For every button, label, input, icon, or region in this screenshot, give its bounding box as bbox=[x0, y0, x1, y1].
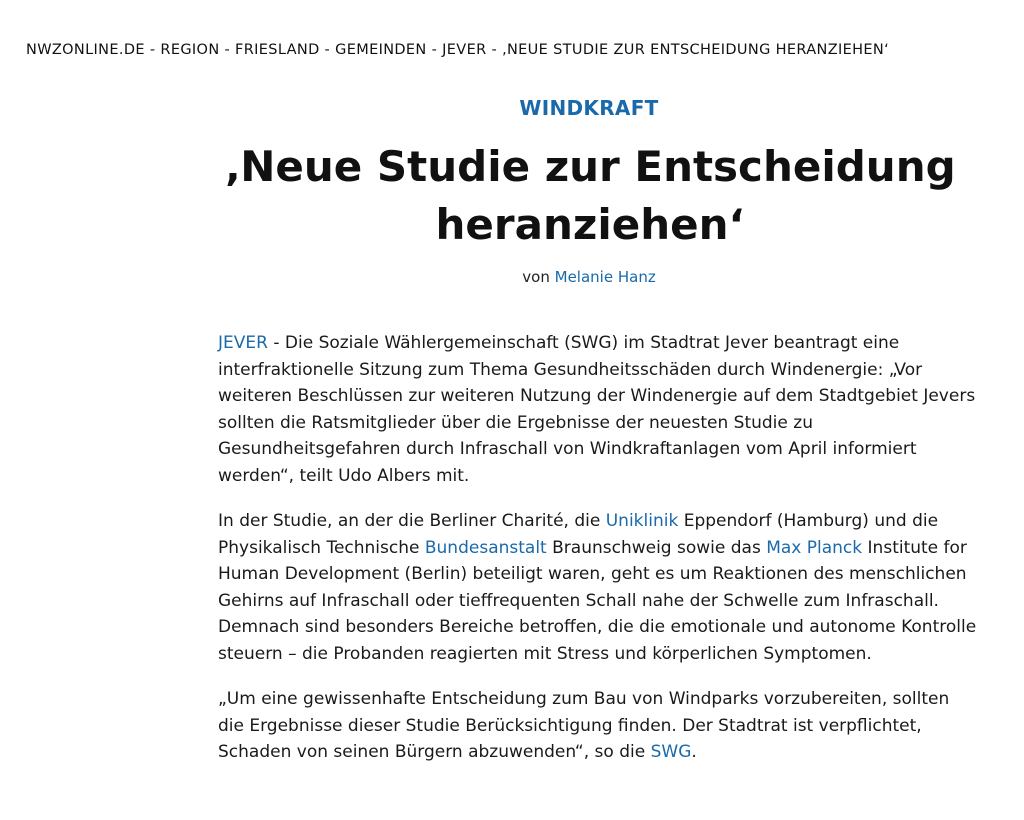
paragraph-text: Institute for Human Development (Berlin) beteiligt waren, geht es um Reaktionen des menschlichen Gehirns auf Infraschall oder tieffrequenten Schall nahe der Schwelle zum Infraschall. Demnach sind besonders Bereiche betroffen, die die emotionale und autonome Kontrolle steuern – die Probanden reagierten mit Stress und körperlichen Symptomen. bbox=[218, 537, 977, 664]
breadcrumb-separator: - bbox=[486, 42, 503, 58]
paragraph-text: „Um eine gewissenhafte Entscheidung zum Bau von Windparks vorzubereiten, sollten die Ergebnisse dieser Studie Berücksichtigung finden. Der Stadtrat ist verpflichtet, Schaden von seinen Bürgern abzuwenden“, so die bbox=[218, 689, 950, 762]
byline bbox=[0, 268, 1024, 286]
dateline-separator: - bbox=[267, 333, 285, 353]
article-kicker: WINDKRAFT bbox=[519, 96, 659, 120]
breadcrumb-item-site[interactable]: NWZONLINE.DE bbox=[26, 42, 145, 58]
article-body bbox=[218, 330, 978, 785]
byline-prefix: von bbox=[522, 268, 550, 286]
article-paragraph-3 bbox=[218, 686, 978, 766]
breadcrumb-separator: - bbox=[144, 42, 161, 58]
article-title: ‚Neue Studie zur Entscheidung heranziehen‘ bbox=[224, 142, 956, 249]
breadcrumb-item-friesland[interactable]: FRIESLAND bbox=[235, 42, 320, 58]
paragraph-text: Die Soziale Wählergemeinschaft (SWG) im Stadtrat Jever beantragt eine interfraktionelle Sitzung zum Thema Gesundheitsschäden durch Windenergie: „Vor weiteren Beschlüssen zur weiteren Nutzung der Windenergie auf dem Stadtgebiet Jevers sollten die Ratsmitglieder über die Ergebnisse der neuesten Studie zu Gesundheitsgefahren durch Infraschall von Windkraftanlagen vom April informiert werden“, teilt Udo Albers mit. bbox=[218, 333, 976, 486]
breadcrumb bbox=[26, 42, 1004, 58]
breadcrumb-item-jever[interactable]: JEVER bbox=[442, 42, 487, 58]
max-planck-link[interactable]: Max Planck bbox=[766, 537, 863, 558]
dateline-link[interactable]: JEVER bbox=[218, 333, 268, 353]
author-link[interactable]: Melanie Hanz bbox=[554, 268, 656, 286]
paragraph-text: Eppendorf (Hamburg) und die Physikalisch Technische bbox=[218, 511, 939, 558]
paragraph-text: In der Studie, an der die Berliner Charité, die bbox=[218, 511, 606, 531]
breadcrumb-item-region[interactable]: REGION bbox=[160, 42, 220, 58]
paragraph-text: . bbox=[691, 742, 697, 762]
swg-link[interactable]: SWG bbox=[650, 742, 692, 762]
article-paragraph-2 bbox=[218, 508, 978, 667]
bundesanstalt-link[interactable]: Bundesanstalt bbox=[424, 537, 547, 558]
article-paragraph-1 bbox=[218, 330, 978, 489]
breadcrumb-separator: - bbox=[219, 42, 236, 58]
breadcrumb-item-current: ‚NEUE STUDIE ZUR ENTSCHEIDUNG HERANZIEHEN‘ bbox=[502, 42, 890, 58]
uniklinik-link[interactable]: Uniklinik bbox=[605, 511, 679, 531]
breadcrumb-separator: - bbox=[426, 42, 443, 58]
paragraph-text: Braunschweig sowie das bbox=[546, 537, 767, 558]
breadcrumb-item-gemeinden[interactable]: GEMEINDEN bbox=[335, 42, 427, 58]
breadcrumb-separator: - bbox=[319, 42, 336, 58]
